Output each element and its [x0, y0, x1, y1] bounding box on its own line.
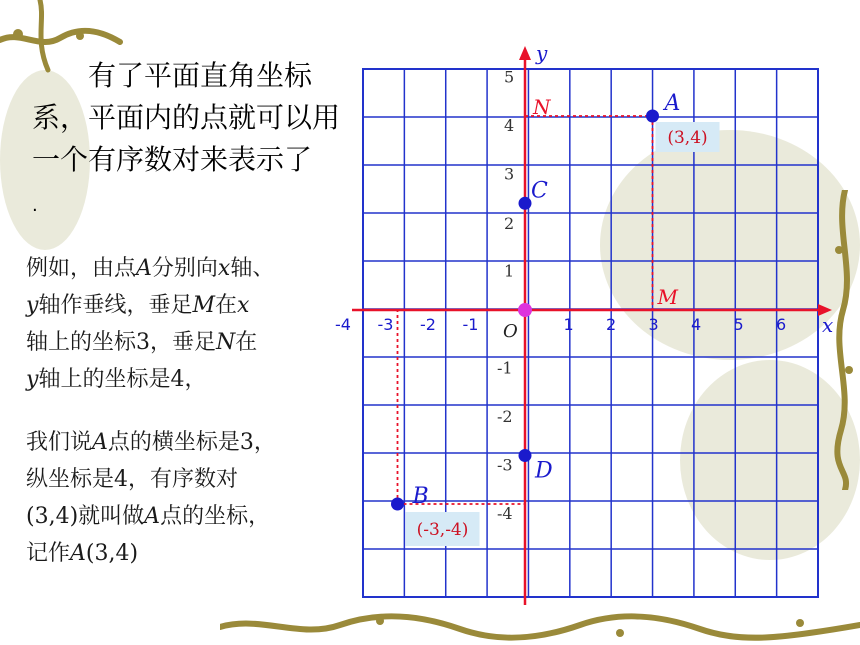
point-B — [391, 498, 404, 511]
example-text: 3 — [136, 330, 151, 355]
conclusion-text: (3,4) — [85, 541, 139, 566]
x-axis-label: x — [822, 313, 834, 337]
point-C — [519, 197, 532, 210]
y-tick-label: -3 — [497, 455, 513, 475]
conclusion-text: 3 — [239, 430, 254, 455]
y-tick-label: 4 — [504, 116, 515, 135]
point-D — [519, 449, 532, 462]
conclusion-text: A — [92, 430, 108, 455]
example-text: 轴上的坐标是 — [38, 367, 171, 392]
conclusion-text: 就叫做 — [78, 504, 145, 529]
foot-label-M: M — [657, 285, 678, 309]
y-tick-label: -1 — [497, 358, 513, 378]
coord-box-B: (-3,-4) — [416, 520, 469, 540]
example-text: 例如，由点 — [26, 256, 137, 281]
y-axis-label: y — [536, 41, 548, 65]
point-label-B: B — [412, 484, 429, 509]
conclusion-text: A — [70, 541, 86, 566]
conclusion-text: (3,4) — [26, 504, 79, 529]
y-axis-arrow — [519, 46, 531, 60]
example-text: 分别向 — [151, 256, 218, 281]
x-tick-label: -3 — [377, 315, 394, 334]
conclusion-text: ， — [253, 430, 276, 455]
example-text: 4 — [170, 367, 185, 392]
point-label-A: A — [664, 91, 681, 116]
conclusion-text: ，有序数对 — [128, 467, 239, 492]
conclusion-text: 纵坐标是 — [26, 467, 115, 492]
point-label-D: D — [535, 458, 553, 484]
intro-text: 有了平面直角坐标系，平面内的点就可以用一个有序数对来表示了. — [32, 59, 341, 216]
example-text: x — [237, 293, 250, 318]
y-tick-label: 5 — [504, 67, 515, 87]
x-tick-label: -1 — [462, 315, 479, 334]
example-text: 轴上的坐标 — [26, 330, 137, 355]
example-text: ， — [184, 367, 207, 392]
y-tick-label: 1 — [504, 261, 515, 281]
conclusion-text: 4 — [114, 467, 129, 492]
example-text: y — [26, 293, 39, 318]
x-tick-label: 2 — [606, 315, 617, 334]
conclusion-text: 点的横坐标是 — [107, 430, 240, 455]
origin-point — [518, 303, 532, 317]
x-tick-label: 1 — [563, 315, 574, 334]
point-A — [646, 110, 659, 123]
conclusion-text: 记作 — [26, 541, 71, 566]
foot-label-N: N — [533, 95, 551, 119]
x-tick-label: 5 — [733, 315, 744, 334]
example-text: M — [192, 293, 215, 318]
y-tick-label: 2 — [504, 214, 515, 233]
conclusion-text: A — [144, 504, 161, 529]
point-label-C: C — [531, 178, 548, 204]
y-tick-label: -2 — [497, 407, 513, 426]
origin-label: O — [503, 321, 518, 342]
example-text: x — [217, 256, 231, 281]
example-text: y — [26, 367, 39, 392]
x-tick-label: -4 — [335, 315, 351, 334]
x-tick-label: 3 — [648, 315, 659, 334]
conclusion-text: 点的坐标， — [160, 504, 271, 529]
y-tick-label: -4 — [497, 504, 513, 523]
example-text: ，垂足 — [150, 330, 217, 355]
example-text: 轴、 — [230, 256, 275, 281]
x-tick-label: 6 — [776, 315, 787, 334]
example-text: A — [136, 256, 152, 281]
x-tick-label: 4 — [691, 315, 702, 334]
conclusion-text: 我们说 — [26, 430, 93, 455]
y-tick-label: 3 — [504, 164, 515, 184]
example-text: N — [216, 330, 236, 355]
x-tick-label: -2 — [420, 315, 436, 334]
example-text: 在 — [214, 293, 237, 318]
coord-box-A: (3,4) — [667, 128, 708, 148]
example-text: 轴作垂线，垂足 — [38, 293, 193, 318]
example-text: 在 — [235, 330, 258, 355]
